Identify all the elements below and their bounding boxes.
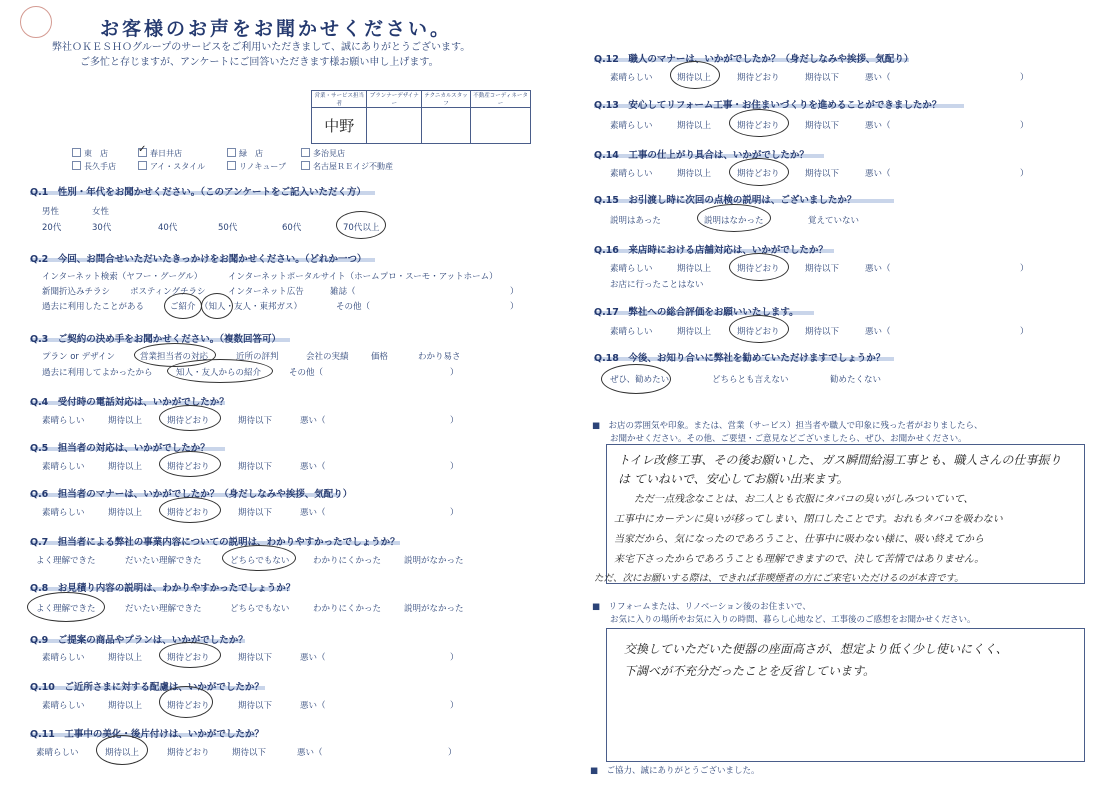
page-title: お客様のお声をお聞かせください。	[100, 18, 453, 40]
q9-bad-close: ）	[450, 653, 459, 663]
q16-as-expected[interactable]: 期待どおり	[737, 264, 780, 274]
q8-mostly-understood[interactable]: だいたい理解できた	[125, 604, 202, 614]
intro-line-2: ご多忙と存じますが、アンケートにご回答いただきます様お願い申し上げます。	[80, 57, 439, 68]
closing-message: ■ ご協力、誠にありがとうございました。	[590, 766, 760, 776]
q10-below[interactable]: 期待以下	[238, 701, 273, 711]
q7-selection-circle	[222, 545, 296, 571]
q6-excellent[interactable]: 素晴らしい	[42, 508, 85, 518]
comment2-line-2: 下調べが不充分だったことを反省しています。	[624, 664, 876, 678]
q9-below[interactable]: 期待以下	[238, 653, 273, 663]
q3-neighborhood[interactable]: 近所の評判	[236, 352, 279, 362]
q8-no-explanation[interactable]: 説明がなかった	[404, 604, 464, 614]
intro-line-1: 弊社ＯＫＥＳＨＯグループのサービスをご利用いただきまして、誠にありがとうございます。	[52, 42, 471, 53]
q13-below[interactable]: 期待以下	[805, 121, 840, 131]
q10-above[interactable]: 期待以上	[108, 701, 143, 711]
q2-other-close: ）	[510, 302, 519, 312]
q6-above[interactable]: 期待以上	[108, 508, 143, 518]
q17-question: Q.17 弊社への総合評価をお願いいたします。	[594, 307, 799, 318]
q16-selection-circle	[729, 253, 789, 281]
q18-selection-circle	[601, 364, 671, 394]
q1-female[interactable]: 女性	[92, 207, 110, 217]
q3-plan-design[interactable]: プラン or デザイン	[42, 352, 116, 362]
comment1-prompt-line-2: お聞かせください。その他、ご要望・ご意見などございましたら、ぜひ、お聞かせください。	[610, 434, 967, 444]
comment2-prompt-line-2: お気に入りの場所やお気に入りの時間、暮らし心地など、工事後のご感想をお聞かせください。	[610, 615, 976, 625]
q1-age-30s[interactable]: 30代	[92, 223, 112, 233]
q11-bad[interactable]: 悪い（	[297, 748, 323, 758]
q7-hard-to-understand[interactable]: わかりにくかった	[313, 556, 382, 566]
q1-age-40s[interactable]: 40代	[158, 223, 178, 233]
q14-question: Q.14 工事の仕上がり具合は、いかがでしたか？	[594, 150, 809, 161]
q2-magazine-close: ）	[510, 287, 519, 297]
store-nagakute[interactable]: 長久手店	[72, 161, 116, 172]
q13-selection-circle	[729, 109, 789, 137]
q7-understood-well[interactable]: よく理解できた	[36, 556, 96, 566]
q5-below[interactable]: 期待以下	[238, 462, 273, 472]
q13-above[interactable]: 期待以上	[677, 121, 712, 131]
q1-selection-circle	[336, 211, 386, 239]
comment1-line-5: 当家だから、気になったのであろうこと、仕事中に吸わない様に、吸い終えてから	[614, 534, 984, 545]
q6-bad[interactable]: 悪い（	[300, 508, 326, 518]
q5-selection-circle	[159, 451, 221, 477]
q13-bad[interactable]: 悪い（	[865, 121, 891, 131]
q5-bad-close: ）	[450, 462, 459, 472]
q11-selection-circle	[96, 735, 148, 765]
store-kasugai[interactable]: ✓ 春日井店	[138, 144, 182, 158]
q2-posting-flyer[interactable]: ポスティングチラシ	[130, 287, 206, 297]
comment2-prompt-line-1: ■ リフォームまたは、リノベーション後のお住まいで、	[592, 602, 811, 612]
q3-friend-referral[interactable]: 知人・友人からの紹介	[176, 368, 262, 378]
q18-would-not[interactable]: 勧めたくない	[830, 375, 882, 385]
q9-as-expected[interactable]: 期待どおり	[167, 653, 210, 663]
staff-header-sales: 営業・サービス担当者	[312, 91, 367, 108]
comment1-line-1: トイレ改修工事、その後お願いした、ガス瞬間給湯工事とも、職人さんの仕事振り	[618, 453, 1062, 467]
q1-age-20s[interactable]: 20代	[42, 223, 62, 233]
staff-table	[311, 90, 531, 144]
q18-question: Q.18 今後、お知り合いに弊社を勧めていただけますでしょうか？	[594, 353, 886, 364]
q17-as-expected[interactable]: 期待どおり	[737, 327, 780, 337]
q15-dont-remember[interactable]: 覚えていない	[808, 216, 860, 226]
comment1-line-2: は ていねいで、安心してお願い出来ます。	[618, 472, 849, 486]
q2-referral-circle	[164, 293, 202, 319]
q12-bad-close: ）	[1020, 73, 1029, 83]
q4-excellent[interactable]: 素晴らしい	[42, 416, 85, 426]
q11-question: Q.11 工事中の美化・後片付けは、いかがでしたか？	[30, 729, 264, 740]
q2-referral-source[interactable]: （知人・友人・東邦ガス）	[200, 302, 303, 312]
q12-selection-circle	[670, 61, 720, 89]
staff-sales-cell	[312, 108, 367, 144]
q9-question: Q.9 ご提案の商品やプランは、いかがでしたか？	[30, 635, 248, 646]
q2-acquaintance-circle	[201, 293, 233, 319]
q1-question: Q.1 性別・年代をお聞かせください。（このアンケートをご記入いただく方）	[30, 187, 366, 198]
q1-age-60s[interactable]: 60代	[282, 223, 302, 233]
q16-bad-close: ）	[1020, 264, 1029, 274]
q5-as-expected[interactable]: 期待どおり	[167, 462, 210, 472]
q14-below[interactable]: 期待以下	[805, 169, 840, 179]
q14-selection-circle	[729, 158, 789, 186]
q15-not-explained[interactable]: 説明はなかった	[704, 216, 764, 226]
staff-header-planner: プランナーデザイナー	[367, 91, 422, 108]
q17-above[interactable]: 期待以上	[677, 327, 712, 337]
q9-selection-circle	[159, 642, 221, 668]
comment1-line-7: ただ、次にお願いする際は、できれば非喫煙者の方にご来宅いただけるのが本音です。	[594, 573, 964, 584]
q3-question: Q.3 ご契約の決め手をお聞かせください。（複数回答可）	[30, 334, 282, 345]
q16-below[interactable]: 期待以下	[805, 264, 840, 274]
q4-question: Q.4 受付時の電話対応は、いかがでしたか？	[30, 397, 229, 408]
q7-neither[interactable]: どちらでもない	[230, 556, 290, 566]
q6-below[interactable]: 期待以下	[238, 508, 273, 518]
q13-excellent[interactable]: 素晴らしい	[610, 121, 653, 131]
q16-above[interactable]: 期待以上	[677, 264, 712, 274]
q10-bad[interactable]: 悪い（	[300, 701, 326, 711]
q13-bad-close: ）	[1020, 121, 1029, 131]
q6-question: Q.6 担当者のマナーは、いかがでしたか？（身だしなみや挨拶、気配り）	[30, 489, 353, 500]
q16-excellent[interactable]: 素晴らしい	[610, 264, 653, 274]
q3-sales-staff[interactable]: 営業担当者の対応	[140, 352, 209, 362]
q1-age-50s[interactable]: 50代	[218, 223, 238, 233]
q3-other-close: ）	[450, 368, 459, 378]
q1-male[interactable]: 男性	[42, 207, 60, 217]
q8-neither[interactable]: どちらでもない	[230, 604, 290, 614]
q12-question: Q.12 職人のマナーは、いかがでしたか？（身だしなみや挨拶、気配り）	[594, 54, 914, 65]
q9-excellent[interactable]: 素晴らしい	[42, 653, 85, 663]
comment1-line-6: 来宅下さったからであろうことも理解できますので、決して苦情ではありません。	[614, 554, 985, 565]
q4-as-expected[interactable]: 期待どおり	[167, 416, 210, 426]
q16-question: Q.16 来店時における店舗対応は、いかがでしたか？	[594, 245, 828, 256]
q3-past-use[interactable]: 過去に利用してよかったから	[42, 368, 153, 378]
comment2-line-1: 交換していただいた便器の座面高さが、想定より低く少し使いにくく、	[624, 642, 1008, 656]
q2-referral[interactable]: ご紹介	[170, 302, 196, 312]
q8-selection-circle	[27, 592, 105, 622]
q5-question: Q.5 担当者の対応は、いかがでしたか？	[30, 443, 210, 454]
q1-age-70plus[interactable]: 70代以上	[343, 223, 380, 233]
q11-below[interactable]: 期待以下	[232, 748, 267, 758]
q10-bad-close: ）	[450, 701, 459, 711]
q2-question: Q.2 今回、お問合せいただいたきっかけをお聞かせください。（どれか一つ）	[30, 254, 367, 265]
q8-understood-well[interactable]: よく理解できた	[36, 604, 96, 614]
q7-question: Q.7 担当者による弊社の事業内容についての説明は、わかりやすかったでしょうか？	[30, 537, 400, 548]
q2-magazine[interactable]: 雑誌（	[330, 287, 356, 297]
q14-excellent[interactable]: 素晴らしい	[610, 169, 653, 179]
q3-clarity[interactable]: わかり易さ	[418, 352, 461, 362]
q13-question: Q.13 安心してリフォーム工事・お住まいづくりを進めることができましたか？	[594, 100, 942, 111]
comment1-line-4: 工事中にカーテンに臭いが移ってしまい、閉口したことです。おれもタバコを吸わない	[614, 514, 1003, 525]
q14-bad-close: ）	[1020, 169, 1029, 179]
staff-sales-name: 中野	[324, 117, 355, 135]
q12-as-expected[interactable]: 期待どおり	[737, 73, 780, 83]
q11-as-expected[interactable]: 期待どおり	[167, 748, 210, 758]
company-seal-logo	[20, 6, 52, 38]
staff-header-realestate: 不動産コーディネーター	[471, 91, 531, 108]
q4-selection-circle	[159, 405, 221, 431]
q3-track-record[interactable]: 会社の実績	[306, 352, 349, 362]
q10-selection-circle	[159, 686, 213, 718]
store-istyle[interactable]: アイ・スタイル	[138, 161, 205, 172]
q10-excellent[interactable]: 素晴らしい	[42, 701, 85, 711]
q14-bad[interactable]: 悪い（	[865, 169, 891, 179]
q12-bad[interactable]: 悪い（	[865, 73, 891, 83]
q2-newspaper-flyer[interactable]: 新聞折込みチラシ	[42, 287, 111, 297]
q3-friend-referral-circle	[167, 359, 273, 383]
q3-price[interactable]: 価格	[371, 352, 389, 362]
q5-above[interactable]: 期待以上	[108, 462, 143, 472]
q3-other[interactable]: その他（	[289, 368, 324, 378]
q15-selection-circle	[697, 204, 771, 232]
q17-bad[interactable]: 悪い（	[865, 327, 891, 337]
q8-question: Q.8 お見積り内容の説明は、わかりやすかったでしょうか？	[30, 583, 296, 594]
store-nagoya-realestate[interactable]: 名古屋ＲＥイジ不動産	[301, 161, 393, 172]
q2-other[interactable]: その他（	[336, 302, 371, 312]
q16-never-visited[interactable]: お店に行ったことはない	[610, 280, 704, 290]
q17-bad-close: ）	[1020, 327, 1029, 337]
q11-excellent[interactable]: 素晴らしい	[36, 748, 79, 758]
q4-bad-close: ）	[450, 416, 459, 426]
q4-below[interactable]: 期待以下	[238, 416, 273, 426]
comment1-line-3: ただ一点残念なことは、お二人とも衣服にタバコの臭いがしみついていて、	[634, 494, 974, 505]
comment1-prompt-line-1: ■ お店の雰囲気や印象。または、営業（サービス）担当者や職人で印象に残った者がおりましたら、	[592, 421, 983, 431]
store-midori[interactable]: 緑 店	[227, 148, 263, 159]
q8-hard-to-understand[interactable]: わかりにくかった	[313, 604, 382, 614]
q15-explained[interactable]: 説明はあった	[610, 216, 661, 226]
q9-bad[interactable]: 悪い（	[300, 653, 326, 663]
q12-excellent[interactable]: 素晴らしい	[610, 73, 653, 83]
q7-mostly-understood[interactable]: だいたい理解できた	[125, 556, 202, 566]
q2-internet-search[interactable]: インターネット検索（ヤフー・グーグル）	[42, 272, 203, 282]
q6-bad-close: ）	[450, 508, 459, 518]
q10-as-expected[interactable]: 期待どおり	[167, 701, 210, 711]
q2-portal-site[interactable]: インターネットポータルサイト（ホームプロ・スーモ・アットホーム）	[228, 272, 498, 282]
q10-question: Q.10 ご近所さまに対する配慮は、いかがでしたか？	[30, 682, 264, 693]
q17-excellent[interactable]: 素晴らしい	[610, 327, 653, 337]
q12-below[interactable]: 期待以下	[805, 73, 840, 83]
q4-above[interactable]: 期待以上	[108, 416, 143, 426]
store-higashi[interactable]: 東 店	[72, 148, 108, 159]
q16-bad[interactable]: 悪い（	[865, 264, 891, 274]
q7-no-explanation[interactable]: 説明がなかった	[404, 556, 464, 566]
q2-internet-ad[interactable]: インターネット広告	[228, 287, 304, 297]
q18-definitely[interactable]: ぜひ、勧めたい	[610, 375, 670, 385]
q14-as-expected[interactable]: 期待どおり	[737, 169, 780, 179]
q5-bad[interactable]: 悪い（	[300, 462, 326, 472]
q17-selection-circle	[729, 315, 789, 343]
staff-header-technical: テクニカルスタッフ	[422, 91, 471, 108]
q9-above[interactable]: 期待以上	[108, 653, 143, 663]
q12-above[interactable]: 期待以上	[677, 73, 712, 83]
q4-bad[interactable]: 悪い（	[300, 416, 326, 426]
store-tajimi[interactable]: 多治見店	[301, 148, 345, 159]
q15-question: Q.15 お引渡し時に次回の点検の説明は、ございましたか？	[594, 195, 857, 206]
q13-as-expected[interactable]: 期待どおり	[737, 121, 780, 131]
q18-neither[interactable]: どちらとも言えない	[712, 375, 789, 385]
q11-above[interactable]: 期待以上	[105, 748, 140, 758]
q14-above[interactable]: 期待以上	[677, 169, 712, 179]
q6-selection-circle	[159, 497, 221, 523]
q2-past-use[interactable]: 過去に利用したことがある	[42, 302, 145, 312]
q17-below[interactable]: 期待以下	[805, 327, 840, 337]
store-renocube[interactable]: リノキューブ	[227, 161, 286, 172]
q6-as-expected[interactable]: 期待どおり	[167, 508, 210, 518]
q5-excellent[interactable]: 素晴らしい	[42, 462, 85, 472]
q11-bad-close: ）	[448, 748, 457, 758]
